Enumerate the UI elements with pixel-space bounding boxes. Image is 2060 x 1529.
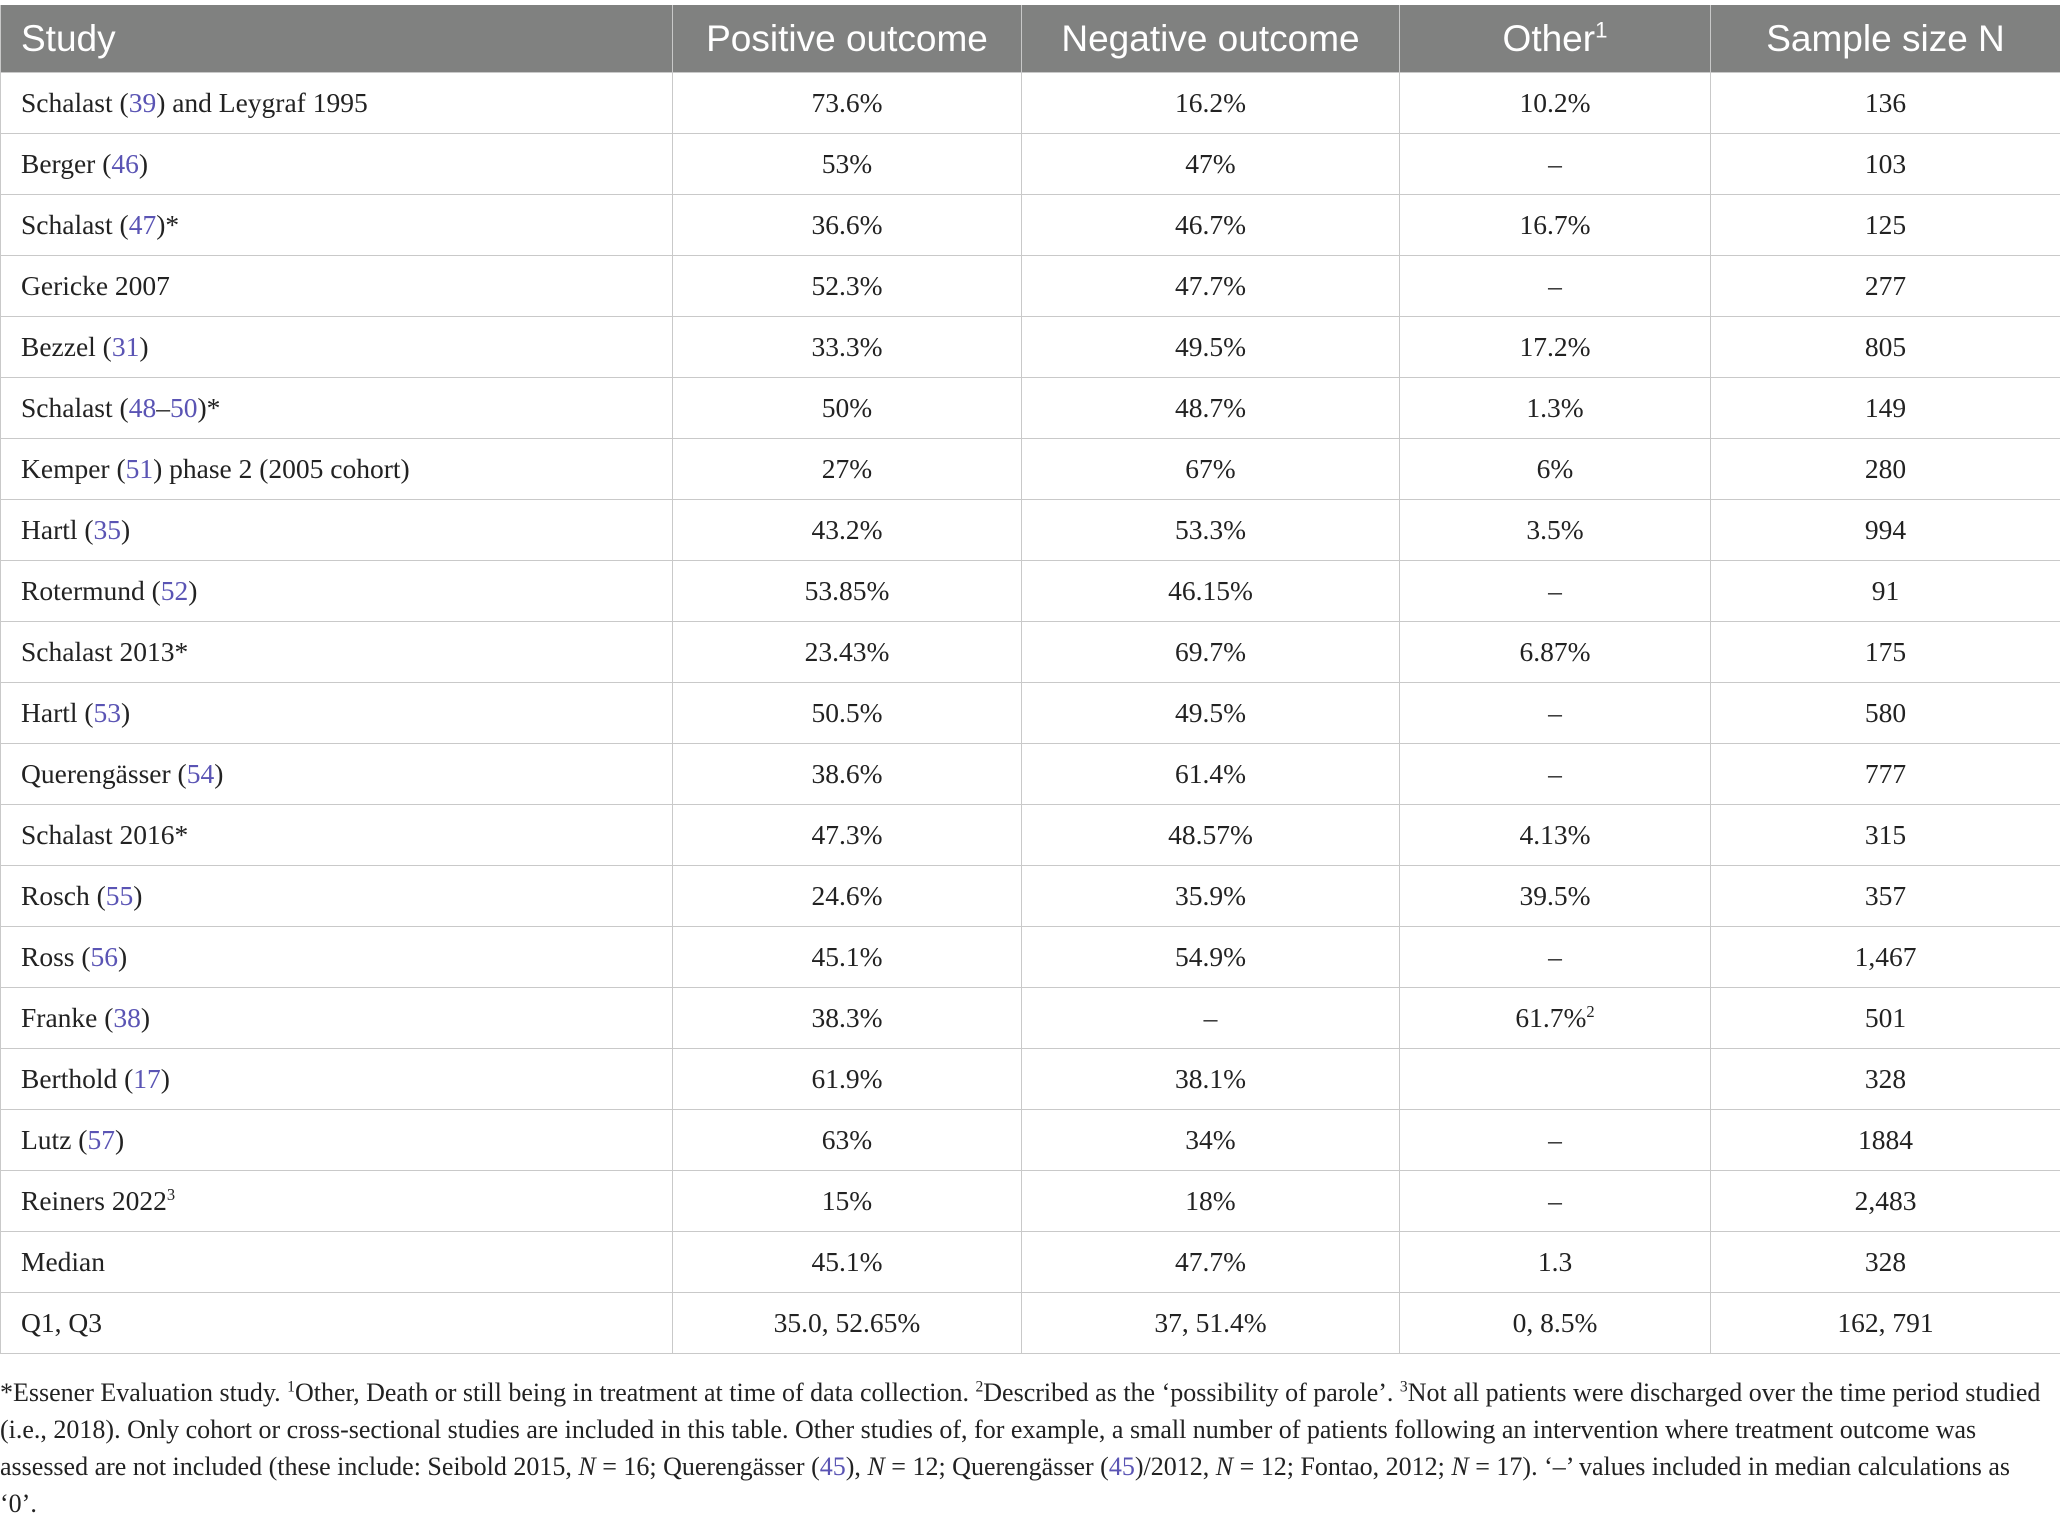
cell-sample-size bbox=[1711, 73, 2060, 134]
footnote-mark: 3 bbox=[1399, 1378, 1408, 1396]
cell-positive-outcome-value: 45.1% bbox=[811, 1246, 883, 1277]
cell-sample-size bbox=[1711, 561, 2060, 622]
cell-other-value: 39.5% bbox=[1519, 880, 1591, 911]
cell-negative-outcome-value: 54.9% bbox=[1174, 941, 1247, 972]
cell-negative-outcome-value: 46.7% bbox=[1174, 209, 1247, 240]
text-segment: Rotermund ( bbox=[21, 575, 161, 606]
text-segment: Schalast 2016* bbox=[21, 819, 189, 850]
italic-text: N bbox=[867, 1452, 885, 1481]
reference-link: 47 bbox=[128, 209, 157, 240]
cell-other bbox=[1400, 439, 1711, 500]
cell-other bbox=[1400, 683, 1711, 744]
cell-study bbox=[1, 1049, 673, 1110]
table-row bbox=[1, 439, 2060, 500]
text-segment: Not all patients were discharged over the time period studied (i.e., 2018). Only cohort or cross-sectional studies are included in this table. Other studies of, for example, a small number of patients following an intervention where treatment outcome was assessed are not included (these include: Seibold 2015, bbox=[0, 1378, 2041, 1481]
text-segment: Schalast ( bbox=[21, 392, 129, 423]
text-segment: Berthold ( bbox=[21, 1063, 134, 1094]
footnote-mark: 2 bbox=[1586, 1001, 1595, 1021]
cell-other bbox=[1400, 1049, 1711, 1110]
cell-study bbox=[1, 1110, 673, 1171]
cell-other-value: – bbox=[1548, 1185, 1562, 1216]
cell-negative-outcome bbox=[1022, 805, 1400, 866]
table-footnote bbox=[0, 1374, 2050, 1522]
cell-positive-outcome-value: 24.6% bbox=[811, 880, 883, 911]
text-segment: ) bbox=[188, 575, 198, 606]
reference-link: 54 bbox=[186, 758, 215, 789]
cell-study bbox=[1, 134, 673, 195]
cell-other bbox=[1400, 805, 1711, 866]
cell-negative-outcome-value: 61.4% bbox=[1174, 758, 1247, 789]
cell-negative-outcome-value: 49.5% bbox=[1174, 697, 1247, 728]
cell-other bbox=[1400, 927, 1711, 988]
cell-sample-size-value: 1,467 bbox=[1854, 941, 1917, 972]
outcome-table bbox=[0, 5, 2060, 1354]
reference-link: 48 bbox=[128, 392, 157, 423]
reference-link: 52 bbox=[160, 575, 189, 606]
cell-sample-size bbox=[1711, 744, 2060, 805]
text-segment: ) bbox=[114, 1124, 125, 1155]
table-header bbox=[1, 5, 2060, 73]
cell-positive-outcome-value: 38.3% bbox=[811, 1002, 883, 1033]
reference-link: 46 bbox=[111, 148, 139, 179]
table-row bbox=[1, 805, 2060, 866]
table-row bbox=[1, 1171, 2060, 1232]
cell-sample-size bbox=[1711, 1293, 2060, 1354]
footnote-mark: 3 bbox=[166, 1184, 176, 1204]
cell-sample-size bbox=[1711, 866, 2060, 927]
cell-negative-outcome bbox=[1022, 744, 1400, 805]
cell-positive-outcome bbox=[673, 805, 1022, 866]
cell-sample-size-value: 580 bbox=[1864, 697, 1907, 728]
cell-other bbox=[1400, 744, 1711, 805]
cell-positive-outcome-value: 38.6% bbox=[811, 758, 883, 789]
cell-sample-size bbox=[1711, 1049, 2060, 1110]
cell-negative-outcome-value: 46.15% bbox=[1168, 575, 1253, 606]
cell-positive-outcome bbox=[673, 988, 1022, 1049]
cell-negative-outcome-value: 16.2% bbox=[1174, 87, 1247, 118]
text-segment: Hartl ( bbox=[21, 697, 94, 728]
header-negative-outcome: Negative outcome bbox=[1022, 5, 1400, 73]
text-segment: )/2012, bbox=[1134, 1452, 1216, 1481]
text-segment: ) bbox=[121, 697, 131, 728]
cell-sample-size-value: 91 bbox=[1871, 575, 1900, 606]
italic-text: N bbox=[1451, 1452, 1469, 1481]
header-other bbox=[1400, 5, 1711, 73]
cell-sample-size-value: 328 bbox=[1864, 1246, 1907, 1277]
text-segment: )* bbox=[197, 392, 221, 423]
cell-sample-size-value: 136 bbox=[1864, 87, 1907, 118]
cell-other bbox=[1400, 134, 1711, 195]
cell-other-value: 4.13% bbox=[1519, 819, 1591, 850]
cell-sample-size-value: 777 bbox=[1864, 758, 1907, 789]
cell-positive-outcome-value: 47.3% bbox=[811, 819, 883, 850]
cell-sample-size bbox=[1711, 927, 2060, 988]
header-other-footnote-mark: 1 bbox=[1595, 17, 1608, 43]
table-body bbox=[1, 73, 2060, 1354]
cell-positive-outcome bbox=[673, 683, 1022, 744]
cell-negative-outcome bbox=[1022, 1293, 1400, 1354]
cell-sample-size bbox=[1711, 195, 2060, 256]
text-segment: = 16; Querengässer ( bbox=[595, 1452, 820, 1481]
cell-positive-outcome bbox=[673, 1232, 1022, 1293]
cell-other-value: 6% bbox=[1536, 453, 1574, 484]
cell-other bbox=[1400, 195, 1711, 256]
cell-positive-outcome-value: 50% bbox=[821, 392, 873, 423]
cell-sample-size-value: 125 bbox=[1864, 209, 1907, 240]
cell-other-value: 17.2% bbox=[1519, 331, 1591, 362]
table-row bbox=[1, 134, 2060, 195]
table-row bbox=[1, 683, 2060, 744]
cell-sample-size bbox=[1711, 622, 2060, 683]
table-row bbox=[1, 866, 2060, 927]
cell-other-value: – bbox=[1548, 575, 1562, 606]
cell-negative-outcome bbox=[1022, 561, 1400, 622]
cell-sample-size-value: 175 bbox=[1864, 636, 1907, 667]
table-row bbox=[1, 744, 2060, 805]
footnote-mark: 1 bbox=[287, 1378, 295, 1396]
cell-study bbox=[1, 988, 673, 1049]
text-segment: Schalast ( bbox=[21, 209, 129, 240]
cell-positive-outcome bbox=[673, 927, 1022, 988]
text-segment: Median bbox=[21, 1246, 106, 1277]
cell-sample-size-value: 280 bbox=[1864, 453, 1907, 484]
cell-other-value: 6.87% bbox=[1519, 636, 1591, 667]
cell-sample-size bbox=[1711, 1110, 2060, 1171]
reference-link: 45 bbox=[1108, 1452, 1135, 1481]
cell-sample-size-value: 277 bbox=[1864, 270, 1907, 301]
cell-other bbox=[1400, 317, 1711, 378]
cell-sample-size-value: 162, 791 bbox=[1837, 1307, 1934, 1338]
cell-study bbox=[1, 256, 673, 317]
cell-other-value: 1.3% bbox=[1526, 392, 1584, 423]
text-segment: = 17). ‘–’ values included in median calculations as ‘0’. bbox=[0, 1452, 2010, 1518]
cell-negative-outcome bbox=[1022, 378, 1400, 439]
table-row bbox=[1, 988, 2060, 1049]
reference-link: 39 bbox=[128, 87, 157, 118]
cell-other-value: – bbox=[1548, 270, 1562, 301]
cell-other-value: 1.3 bbox=[1537, 1246, 1573, 1277]
cell-positive-outcome bbox=[673, 378, 1022, 439]
cell-other bbox=[1400, 1171, 1711, 1232]
table-row bbox=[1, 378, 2060, 439]
cell-study bbox=[1, 1171, 673, 1232]
reference-link: 50 bbox=[169, 392, 198, 423]
cell-negative-outcome bbox=[1022, 927, 1400, 988]
cell-negative-outcome bbox=[1022, 1110, 1400, 1171]
cell-sample-size-value: 103 bbox=[1864, 148, 1907, 179]
table-row bbox=[1, 561, 2060, 622]
cell-positive-outcome bbox=[673, 744, 1022, 805]
cell-other-value: – bbox=[1548, 758, 1562, 789]
cell-negative-outcome bbox=[1022, 195, 1400, 256]
cell-negative-outcome-value: 18% bbox=[1185, 1185, 1236, 1216]
text-segment: ) bbox=[214, 758, 224, 789]
header-study: Study bbox=[1, 5, 673, 73]
cell-positive-outcome bbox=[673, 1171, 1022, 1232]
cell-positive-outcome bbox=[673, 195, 1022, 256]
cell-negative-outcome bbox=[1022, 1171, 1400, 1232]
cell-sample-size-value: 357 bbox=[1864, 880, 1907, 911]
header-row bbox=[1, 5, 2060, 73]
cell-positive-outcome-value: 43.2% bbox=[811, 514, 883, 545]
cell-other-value: 61.7% bbox=[1515, 1002, 1587, 1033]
cell-sample-size bbox=[1711, 439, 2060, 500]
cell-study bbox=[1, 1232, 673, 1293]
cell-positive-outcome-value: 53% bbox=[821, 148, 873, 179]
table-row bbox=[1, 1293, 2060, 1354]
cell-positive-outcome-value: 73.6% bbox=[811, 87, 883, 118]
reference-link: 35 bbox=[93, 514, 122, 545]
text-segment: Schalast ( bbox=[21, 87, 129, 118]
cell-study bbox=[1, 866, 673, 927]
cell-other bbox=[1400, 622, 1711, 683]
cell-positive-outcome-value: 35.0, 52.65% bbox=[773, 1307, 921, 1338]
table-row bbox=[1, 1232, 2060, 1293]
text-segment: ) bbox=[133, 880, 143, 911]
cell-positive-outcome bbox=[673, 439, 1022, 500]
text-segment: Berger ( bbox=[21, 148, 112, 179]
cell-negative-outcome bbox=[1022, 622, 1400, 683]
cell-positive-outcome-value: 36.6% bbox=[811, 209, 883, 240]
cell-sample-size bbox=[1711, 1232, 2060, 1293]
cell-sample-size bbox=[1711, 988, 2060, 1049]
cell-positive-outcome bbox=[673, 1110, 1022, 1171]
cell-sample-size-value: 805 bbox=[1864, 331, 1907, 362]
cell-positive-outcome-value: 23.43% bbox=[804, 636, 890, 667]
cell-negative-outcome-value: 47.7% bbox=[1174, 1246, 1247, 1277]
header-positive-outcome: Positive outcome bbox=[673, 5, 1022, 73]
cell-other bbox=[1400, 988, 1711, 1049]
cell-sample-size bbox=[1711, 134, 2060, 195]
cell-other bbox=[1400, 73, 1711, 134]
cell-study bbox=[1, 622, 673, 683]
cell-sample-size bbox=[1711, 1171, 2060, 1232]
text-segment: Other, Death or still being in treatment at time of data collection. bbox=[294, 1378, 976, 1407]
cell-negative-outcome bbox=[1022, 683, 1400, 744]
text-segment: ) bbox=[139, 331, 149, 362]
text-segment: Ross ( bbox=[21, 941, 91, 972]
cell-positive-outcome bbox=[673, 1049, 1022, 1110]
text-segment: ) bbox=[118, 941, 128, 972]
cell-negative-outcome bbox=[1022, 256, 1400, 317]
cell-study bbox=[1, 744, 673, 805]
cell-sample-size bbox=[1711, 317, 2060, 378]
cell-negative-outcome bbox=[1022, 134, 1400, 195]
text-segment: Reiners 2022 bbox=[21, 1185, 167, 1216]
cell-other-value: – bbox=[1548, 697, 1562, 728]
cell-negative-outcome-value: 37, 51.4% bbox=[1154, 1307, 1267, 1338]
text-segment: Lutz ( bbox=[21, 1124, 88, 1155]
text-segment: ) phase 2 (2005 cohort) bbox=[153, 453, 410, 484]
text-segment: Q1, Q3 bbox=[21, 1307, 102, 1338]
cell-negative-outcome-value: 48.57% bbox=[1168, 819, 1253, 850]
cell-other bbox=[1400, 1232, 1711, 1293]
cell-sample-size bbox=[1711, 256, 2060, 317]
cell-negative-outcome bbox=[1022, 1232, 1400, 1293]
cell-positive-outcome bbox=[673, 256, 1022, 317]
table-row bbox=[1, 500, 2060, 561]
text-segment: – bbox=[156, 392, 170, 423]
reference-link: 38 bbox=[113, 1002, 141, 1033]
header-other-label: Other bbox=[1502, 17, 1596, 59]
cell-positive-outcome-value: 45.1% bbox=[811, 941, 883, 972]
cell-negative-outcome-value: 53.3% bbox=[1174, 514, 1247, 545]
table-row bbox=[1, 317, 2060, 378]
cell-negative-outcome bbox=[1022, 988, 1400, 1049]
cell-positive-outcome-value: 53.85% bbox=[804, 575, 890, 606]
cell-negative-outcome-value: 38.1% bbox=[1174, 1063, 1247, 1094]
text-segment: ) bbox=[121, 514, 131, 545]
cell-negative-outcome-value: 34% bbox=[1185, 1124, 1236, 1155]
cell-other-value: 0, 8.5% bbox=[1512, 1307, 1598, 1338]
cell-study bbox=[1, 561, 673, 622]
cell-sample-size-value: 501 bbox=[1864, 1002, 1907, 1033]
table-row bbox=[1, 927, 2060, 988]
cell-other bbox=[1400, 866, 1711, 927]
cell-other bbox=[1400, 500, 1711, 561]
cell-positive-outcome-value: 63% bbox=[821, 1124, 873, 1155]
cell-sample-size bbox=[1711, 378, 2060, 439]
table-row bbox=[1, 1049, 2060, 1110]
text-segment: = 12; Fontao, 2012; bbox=[1233, 1452, 1452, 1481]
cell-other-value: – bbox=[1548, 941, 1562, 972]
cell-study bbox=[1, 195, 673, 256]
reference-link: 57 bbox=[87, 1124, 115, 1155]
cell-study bbox=[1, 439, 673, 500]
cell-other bbox=[1400, 561, 1711, 622]
cell-positive-outcome-value: 15% bbox=[821, 1185, 873, 1216]
cell-other bbox=[1400, 378, 1711, 439]
cell-negative-outcome bbox=[1022, 439, 1400, 500]
cell-positive-outcome-value: 27% bbox=[821, 453, 873, 484]
cell-negative-outcome bbox=[1022, 73, 1400, 134]
text-segment: ) bbox=[138, 148, 149, 179]
cell-sample-size-value: 149 bbox=[1864, 392, 1907, 423]
reference-link: 45 bbox=[819, 1452, 846, 1481]
text-segment: *Essener Evaluation study. bbox=[0, 1378, 288, 1407]
cell-positive-outcome bbox=[673, 73, 1022, 134]
cell-sample-size-value: 2,483 bbox=[1854, 1185, 1917, 1216]
cell-other-value: 10.2% bbox=[1519, 87, 1591, 118]
cell-study bbox=[1, 683, 673, 744]
cell-sample-size bbox=[1711, 805, 2060, 866]
cell-negative-outcome bbox=[1022, 500, 1400, 561]
cell-positive-outcome-value: 52.3% bbox=[811, 270, 883, 301]
text-segment: Rosch ( bbox=[21, 880, 106, 911]
cell-negative-outcome-value: 67% bbox=[1185, 453, 1236, 484]
reference-link: 51 bbox=[125, 453, 154, 484]
reference-link: 53 bbox=[93, 697, 122, 728]
cell-positive-outcome-value: 33.3% bbox=[811, 331, 883, 362]
cell-positive-outcome-value: 61.9% bbox=[811, 1063, 883, 1094]
cell-study bbox=[1, 317, 673, 378]
cell-sample-size bbox=[1711, 683, 2060, 744]
cell-study bbox=[1, 805, 673, 866]
cell-other-value: 3.5% bbox=[1526, 514, 1584, 545]
cell-positive-outcome bbox=[673, 134, 1022, 195]
cell-positive-outcome bbox=[673, 1293, 1022, 1354]
cell-positive-outcome bbox=[673, 622, 1022, 683]
cell-study bbox=[1, 73, 673, 134]
table-row bbox=[1, 73, 2060, 134]
table-row bbox=[1, 1110, 2060, 1171]
text-segment: ) bbox=[140, 1002, 151, 1033]
text-segment: ), bbox=[845, 1452, 868, 1481]
text-segment: Described as the ‘possibility of parole’. bbox=[983, 1378, 1400, 1407]
cell-other-value: 16.7% bbox=[1519, 209, 1591, 240]
cell-negative-outcome bbox=[1022, 1049, 1400, 1110]
italic-text: N bbox=[1215, 1452, 1234, 1481]
cell-study bbox=[1, 1293, 673, 1354]
text-segment: ) and Leygraf 1995 bbox=[156, 87, 368, 118]
table-row bbox=[1, 622, 2060, 683]
italic-text: N bbox=[578, 1452, 596, 1481]
cell-negative-outcome-value: – bbox=[1203, 1002, 1218, 1033]
cell-other bbox=[1400, 1110, 1711, 1171]
cell-other bbox=[1400, 1293, 1711, 1354]
cell-positive-outcome bbox=[673, 500, 1022, 561]
text-segment: Querengässer ( bbox=[21, 758, 187, 789]
cell-sample-size-value: 1884 bbox=[1858, 1124, 1913, 1155]
cell-other-value: – bbox=[1548, 1124, 1562, 1155]
cell-negative-outcome-value: 69.7% bbox=[1174, 636, 1247, 667]
text-segment: Gericke 2007 bbox=[21, 270, 170, 301]
cell-negative-outcome-value: 35.9% bbox=[1174, 880, 1247, 911]
header-sample-size: Sample size N bbox=[1711, 5, 2060, 73]
reference-link: 17 bbox=[133, 1063, 161, 1094]
reference-link: 31 bbox=[111, 331, 140, 362]
text-segment: Bezzel ( bbox=[21, 331, 112, 362]
text-segment: Hartl ( bbox=[21, 514, 94, 545]
footnote-mark: 2 bbox=[975, 1378, 984, 1396]
text-segment: = 12; Querengässer ( bbox=[884, 1452, 1109, 1481]
cell-negative-outcome bbox=[1022, 866, 1400, 927]
cell-study bbox=[1, 927, 673, 988]
cell-negative-outcome-value: 47% bbox=[1185, 148, 1236, 179]
cell-negative-outcome-value: 49.5% bbox=[1174, 331, 1247, 362]
cell-positive-outcome bbox=[673, 866, 1022, 927]
cell-negative-outcome-value: 48.7% bbox=[1174, 392, 1247, 423]
cell-negative-outcome bbox=[1022, 317, 1400, 378]
cell-sample-size bbox=[1711, 500, 2060, 561]
text-segment: )* bbox=[156, 209, 180, 240]
cell-sample-size-value: 994 bbox=[1864, 514, 1907, 545]
cell-positive-outcome-value: 50.5% bbox=[811, 697, 883, 728]
text-segment: Kemper ( bbox=[21, 453, 126, 484]
table-row bbox=[1, 195, 2060, 256]
cell-positive-outcome bbox=[673, 317, 1022, 378]
cell-other-value: – bbox=[1548, 148, 1562, 179]
cell-other bbox=[1400, 256, 1711, 317]
cell-negative-outcome-value: 47.7% bbox=[1174, 270, 1247, 301]
table-row bbox=[1, 256, 2060, 317]
cell-sample-size-value: 315 bbox=[1864, 819, 1907, 850]
cell-study bbox=[1, 500, 673, 561]
text-segment: Franke ( bbox=[21, 1002, 114, 1033]
cell-sample-size-value: 328 bbox=[1864, 1063, 1907, 1094]
cell-study bbox=[1, 378, 673, 439]
reference-link: 55 bbox=[105, 880, 134, 911]
reference-link: 56 bbox=[90, 941, 119, 972]
cell-positive-outcome bbox=[673, 561, 1022, 622]
text-segment: ) bbox=[160, 1063, 170, 1094]
text-segment: Schalast 2013* bbox=[21, 636, 189, 667]
